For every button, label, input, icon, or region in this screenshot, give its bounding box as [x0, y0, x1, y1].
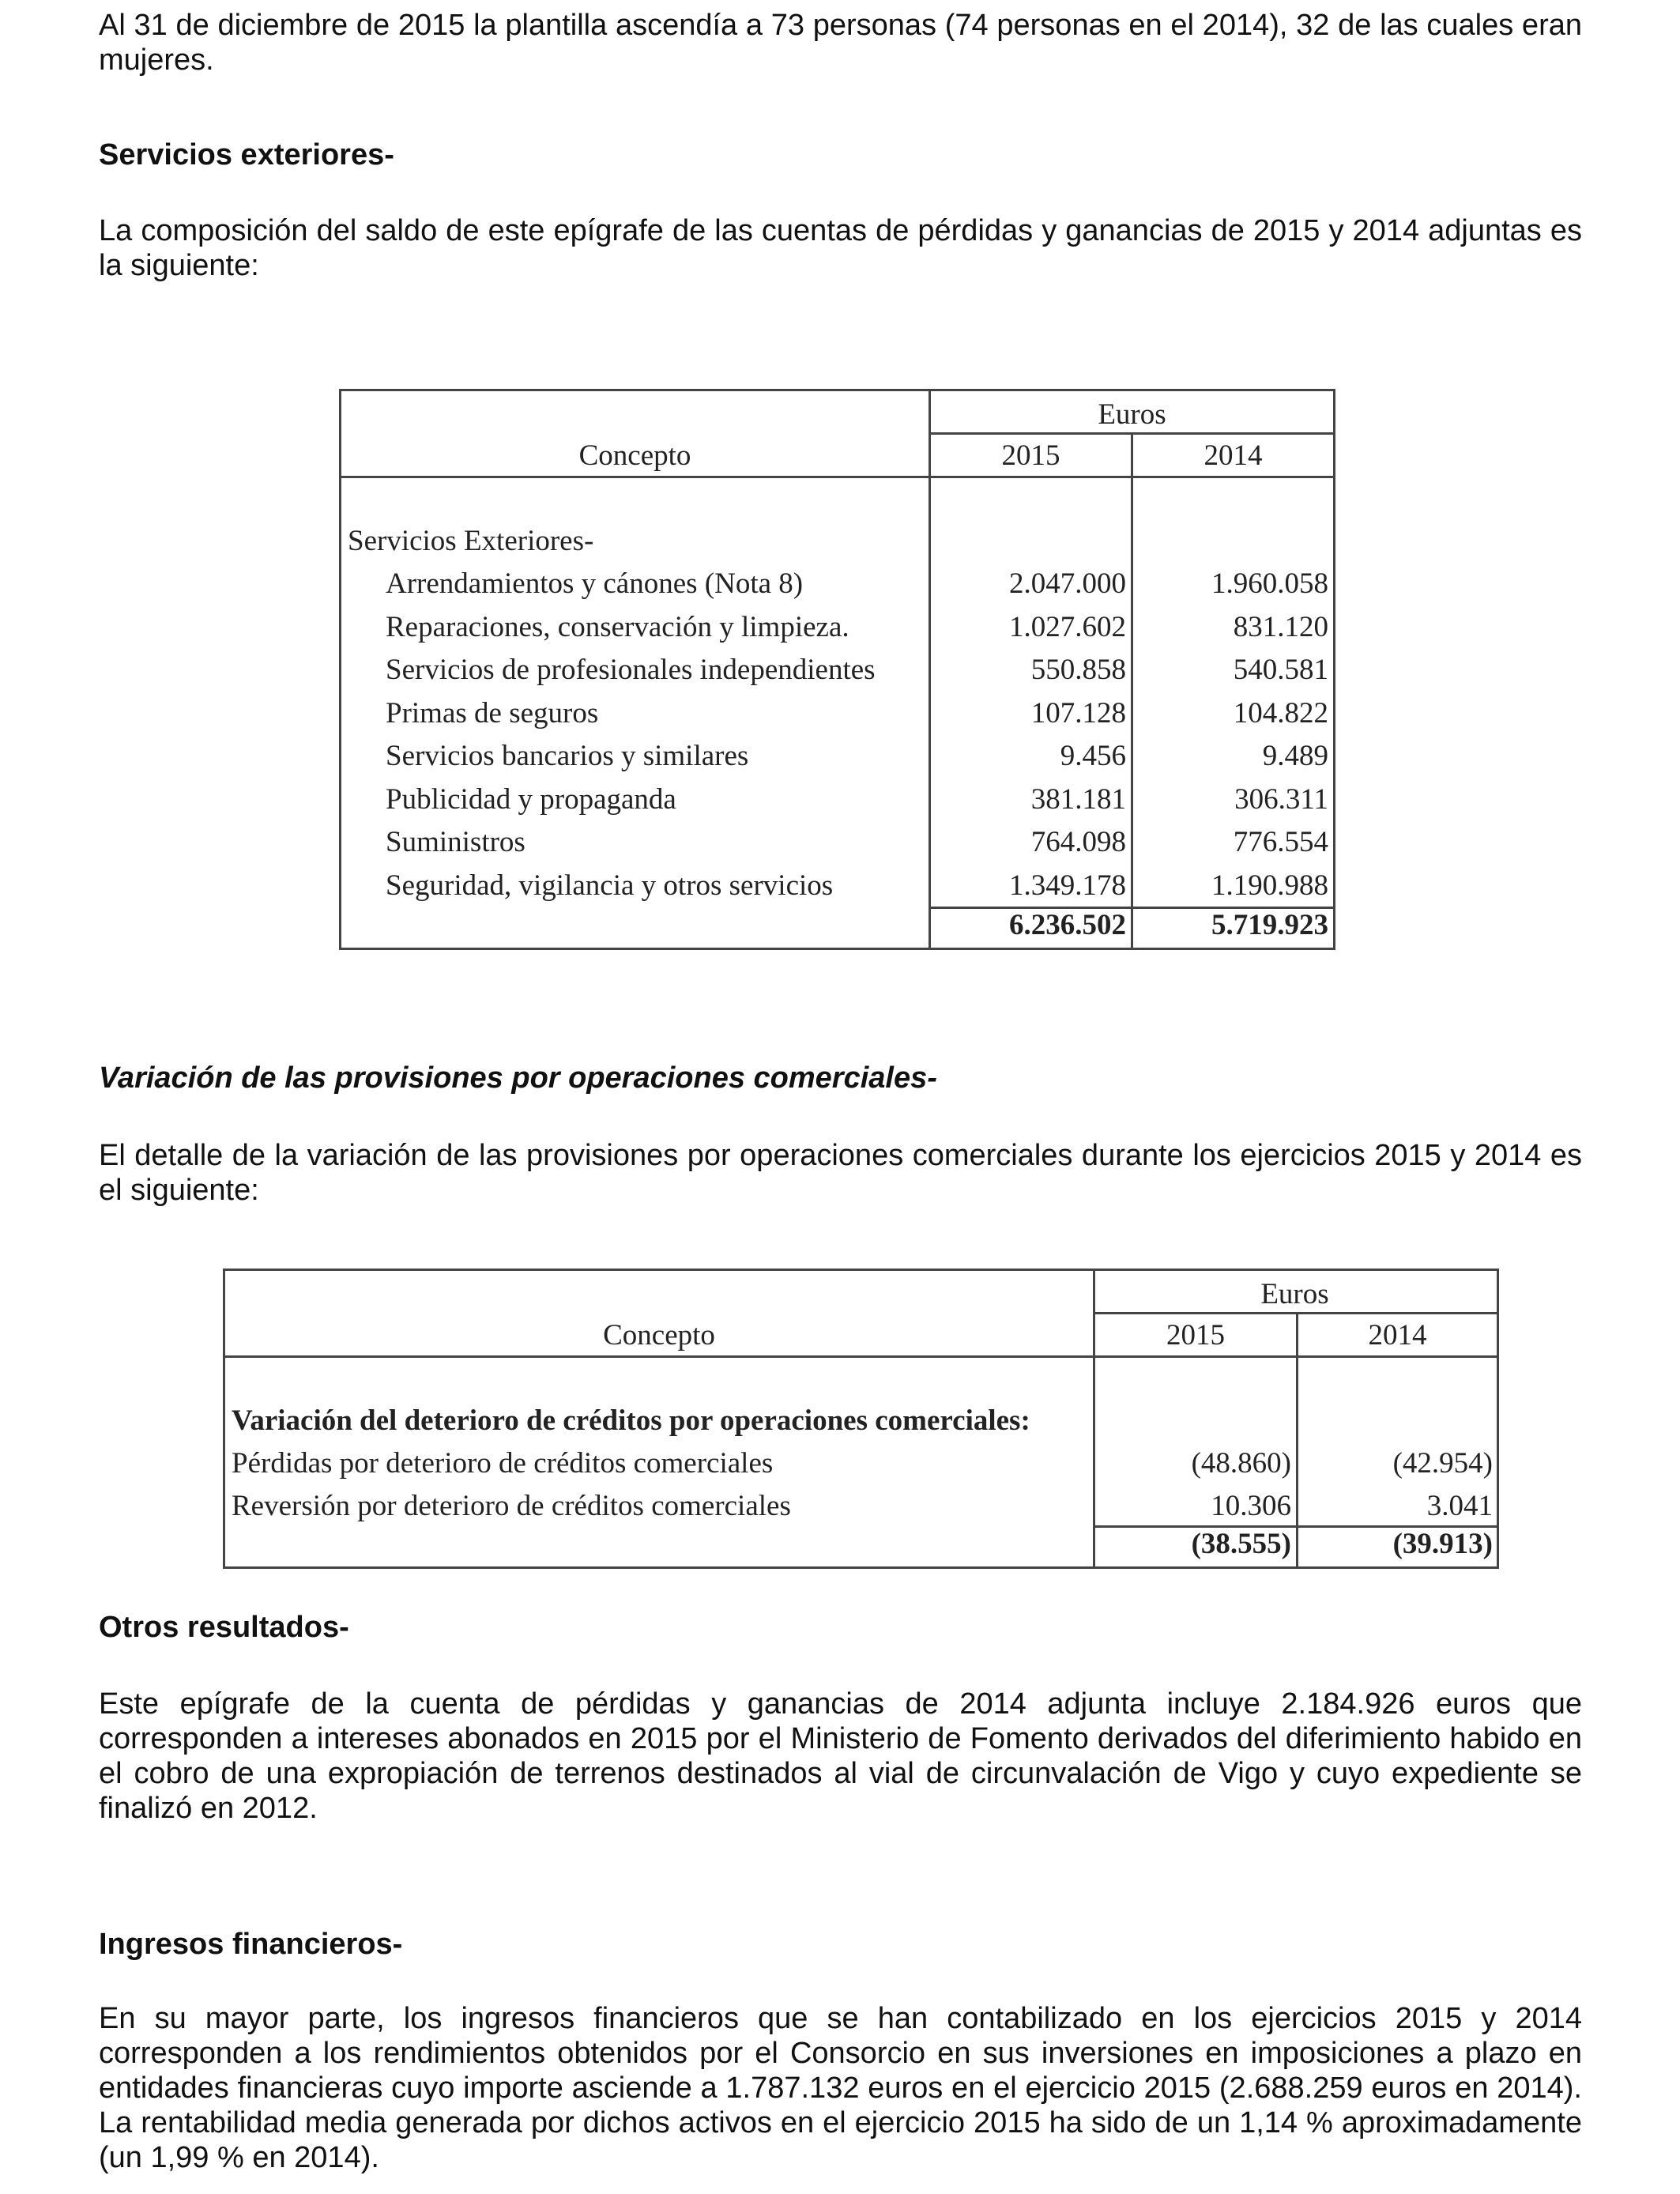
row-value-2014: 3.041	[1426, 1490, 1493, 1522]
heading-variacion-provisiones: Variación de las provisiones por operaciones comerciales-	[99, 1061, 937, 1095]
header-year-2014: 2014	[1368, 1319, 1427, 1351]
row-label: Publicidad y propaganda	[386, 782, 676, 816]
row-value-2015: 550.858	[1030, 654, 1126, 686]
header-concepto: Concepto	[578, 439, 691, 472]
paragraph-plantilla: Al 31 de diciembre de 2015 la plantilla ascendía a 73 personas (74 personas en el 2014), 32 de las cuales eran mujeres.	[99, 9, 1582, 77]
row-value-2014: 776.554	[1233, 826, 1328, 858]
row-value-2015: (48.860)	[1191, 1447, 1291, 1480]
header-year-2014: 2014	[1203, 439, 1263, 472]
row-value-2015: 381.181	[1030, 782, 1126, 816]
row-value-2014: 540.581	[1233, 654, 1328, 686]
row-label: Servicios de profesionales independientes	[386, 654, 876, 686]
header-euros: Euros	[1260, 1278, 1329, 1310]
group-label: Servicios Exteriores-	[348, 525, 594, 557]
row-value-2015: 2.047.000	[1009, 567, 1126, 600]
total-2015: (38.555)	[1191, 1528, 1291, 1560]
row-value-2014: 9.489	[1262, 740, 1328, 772]
row-value-2014: 306.311	[1234, 782, 1328, 816]
paragraph-composicion-saldo: La composición del saldo de este epígrafe de las cuentas de pérdidas y ganancias de 2015 y 2014 adjuntas es la siguiente:	[99, 214, 1582, 282]
header-year-2015: 2015	[1001, 439, 1060, 472]
row-value-2015: 9.456	[1060, 740, 1126, 772]
header-euros: Euros	[1098, 398, 1166, 431]
row-label: Reparaciones, conservación y limpieza.	[386, 610, 849, 643]
header-year-2015: 2015	[1166, 1319, 1225, 1351]
row-value-2015: 10.306	[1211, 1490, 1291, 1522]
row-value-2014: (42.954)	[1392, 1447, 1493, 1480]
row-value-2014: 1.190.988	[1211, 869, 1328, 902]
row-label: Reversión por deterioro de créditos comerciales	[232, 1490, 791, 1522]
variacion-provisiones-table	[223, 1269, 1499, 1569]
paragraph-otros-resultados: Este epígrafe de la cuenta de pérdidas y ganancias de 2014 adjunta incluye 2.184.926 euros que corresponden a intereses abonados en 2015 por el Ministerio de Fomento derivados del diferimiento habido en el cobro de una expropiación de terrenos destinados al vial de circunvalación de Vigo y cuyo expediente se finalizó en 2012.	[99, 1687, 1582, 1825]
total-2015: 6.236.502	[1009, 909, 1126, 941]
row-value-2015: 1.349.178	[1009, 869, 1126, 902]
total-2014: 5.719.923	[1211, 909, 1328, 941]
heading-otros-resultados: Otros resultados-	[99, 1611, 349, 1644]
row-label: Pérdidas por deterioro de créditos comerciales	[232, 1447, 774, 1480]
group-label: Variación del deterioro de créditos por operaciones comerciales:	[232, 1404, 1030, 1437]
row-value-2014: 104.822	[1233, 696, 1328, 729]
paragraph-ingresos-financieros: En su mayor parte, los ingresos financieros que se han contabilizado en los ejercicios 2015 y 2014 corresponden a los rendimientos obtenidos por el Consorcio en sus inversiones en imposiciones a plazo en entidades financieras cuyo importe asciende a 1.787.132 euros en el ejercicio 2015 (2.688.259 euros en 2014). La rentabilidad media generada por dichos activos en el ejercicio 2015 ha sido de un 1,14 % aproximadamente (un 1,99 % en 2014).	[99, 2002, 1582, 2174]
heading-servicios-exteriores: Servicios exteriores-	[99, 138, 394, 172]
total-2014: (39.913)	[1392, 1528, 1493, 1560]
header-concepto: Concepto	[603, 1319, 715, 1351]
row-value-2014: 1.960.058	[1211, 567, 1328, 600]
row-value-2015: 1.027.602	[1009, 610, 1126, 643]
row-label: Arrendamientos y cánones (Nota 8)	[386, 567, 804, 600]
heading-ingresos-financieros: Ingresos financieros-	[99, 1928, 403, 1961]
row-label: Seguridad, vigilancia y otros servicios	[386, 869, 834, 902]
servicios-exteriores-table	[339, 389, 1335, 950]
row-label: Suministros	[386, 826, 525, 858]
row-label: Primas de seguros	[386, 696, 599, 729]
row-value-2015: 107.128	[1030, 696, 1126, 729]
row-value-2014: 831.120	[1233, 610, 1328, 643]
row-value-2015: 764.098	[1030, 826, 1126, 858]
paragraph-detalle-variacion: El detalle de la variación de las provisiones por operaciones comerciales durante los ejercicios 2015 y 2014 es el siguiente:	[99, 1139, 1582, 1207]
row-label: Servicios bancarios y similares	[386, 740, 749, 772]
